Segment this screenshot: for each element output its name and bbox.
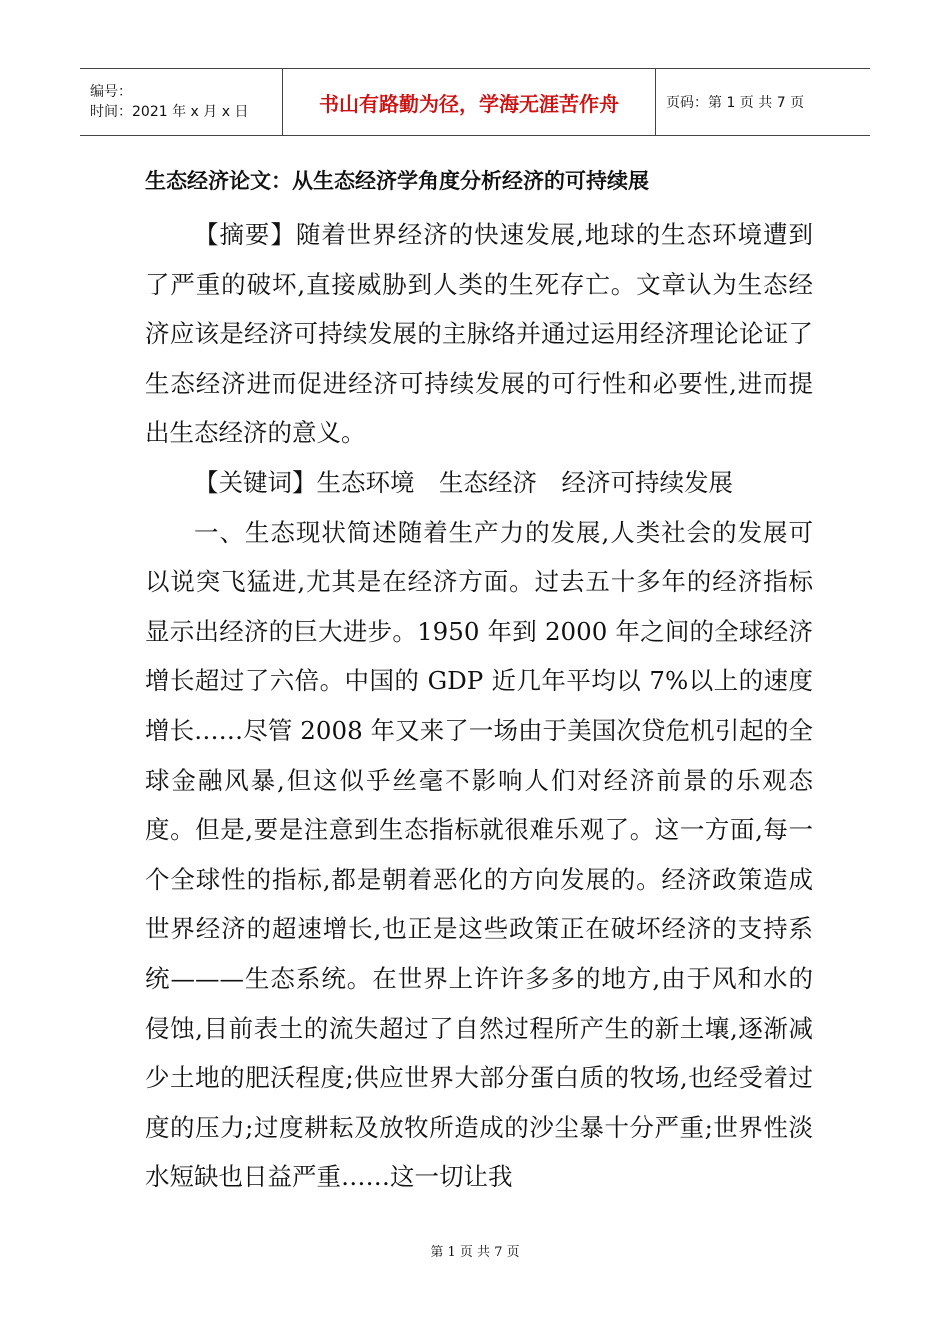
header-page-info (656, 69, 870, 135)
abstract-paragraph: 【摘要】随着世界经济的快速发展,地球的生态环境遭到了严重的破坏,直接威胁到人类的生死存亡。文章认为生态经济应该是经济可持续发展的主脉络并通过运用经济理论论证了生态经济进而促进经济可持续发展的可行性和必要性,进而提出生态经济的意义。 (145, 220, 813, 448)
keywords-paragraph: 【关键词】生态环境 生态经济 经济可持续发展 (194, 467, 733, 497)
date-label: 时间：2021 年 x 月 x 日 (90, 104, 249, 120)
page-footer: 第 1 页 共 7 页 (430, 1245, 520, 1260)
document-title: 生态经济论文：从生态经济学角度分析经济的可持续展 (145, 169, 649, 193)
document-body (145, 210, 813, 1202)
motto-text: 书山有路勤为径，学海无涯苦作舟 (319, 91, 619, 116)
body-paragraph: 一、生态现状简述随着生产力的发展,人类社会的发展可以说突飞猛进,尤其是在经济方面。过去五十多年的经济指标显示出经济的巨大进步。1950 年到 2000 年之间的全球经济增长超过了六倍。中国的 GDP 近几年平均以 7%以上的速度增长……尽管 2008 年又来了一场由于美国次贷危机引起的全球金融风暴,但这似乎丝毫不影响人们对经济前景的乐观态度。但是,要是注意到生态指标就很难乐观了。这一方面,每一个全球性的指标,都是朝着恶化的方向发展的。经济政策造成世界经济的超速增长,也正是这些政策正在破坏经济的支持系统———生态系统。在世界上许许多多的地方,由于风和水的侵蚀,目前表土的流失超过了自然过程所产生的新土壤,逐渐减少土地的肥沃程度;供应世界大部分蛋白质的牧场,也经受着过度的压力;过度耕耘及放牧所造成的沙尘暴十分严重;世界性淡水短缺也日益严重……这一切让我 (145, 517, 813, 1192)
document-header (80, 68, 870, 136)
header-meta (80, 69, 283, 135)
page-info-text: 页码：第 1 页 共 7 页 (666, 95, 805, 111)
serial-number-label: 编号： (90, 84, 132, 100)
header-motto (283, 69, 656, 135)
